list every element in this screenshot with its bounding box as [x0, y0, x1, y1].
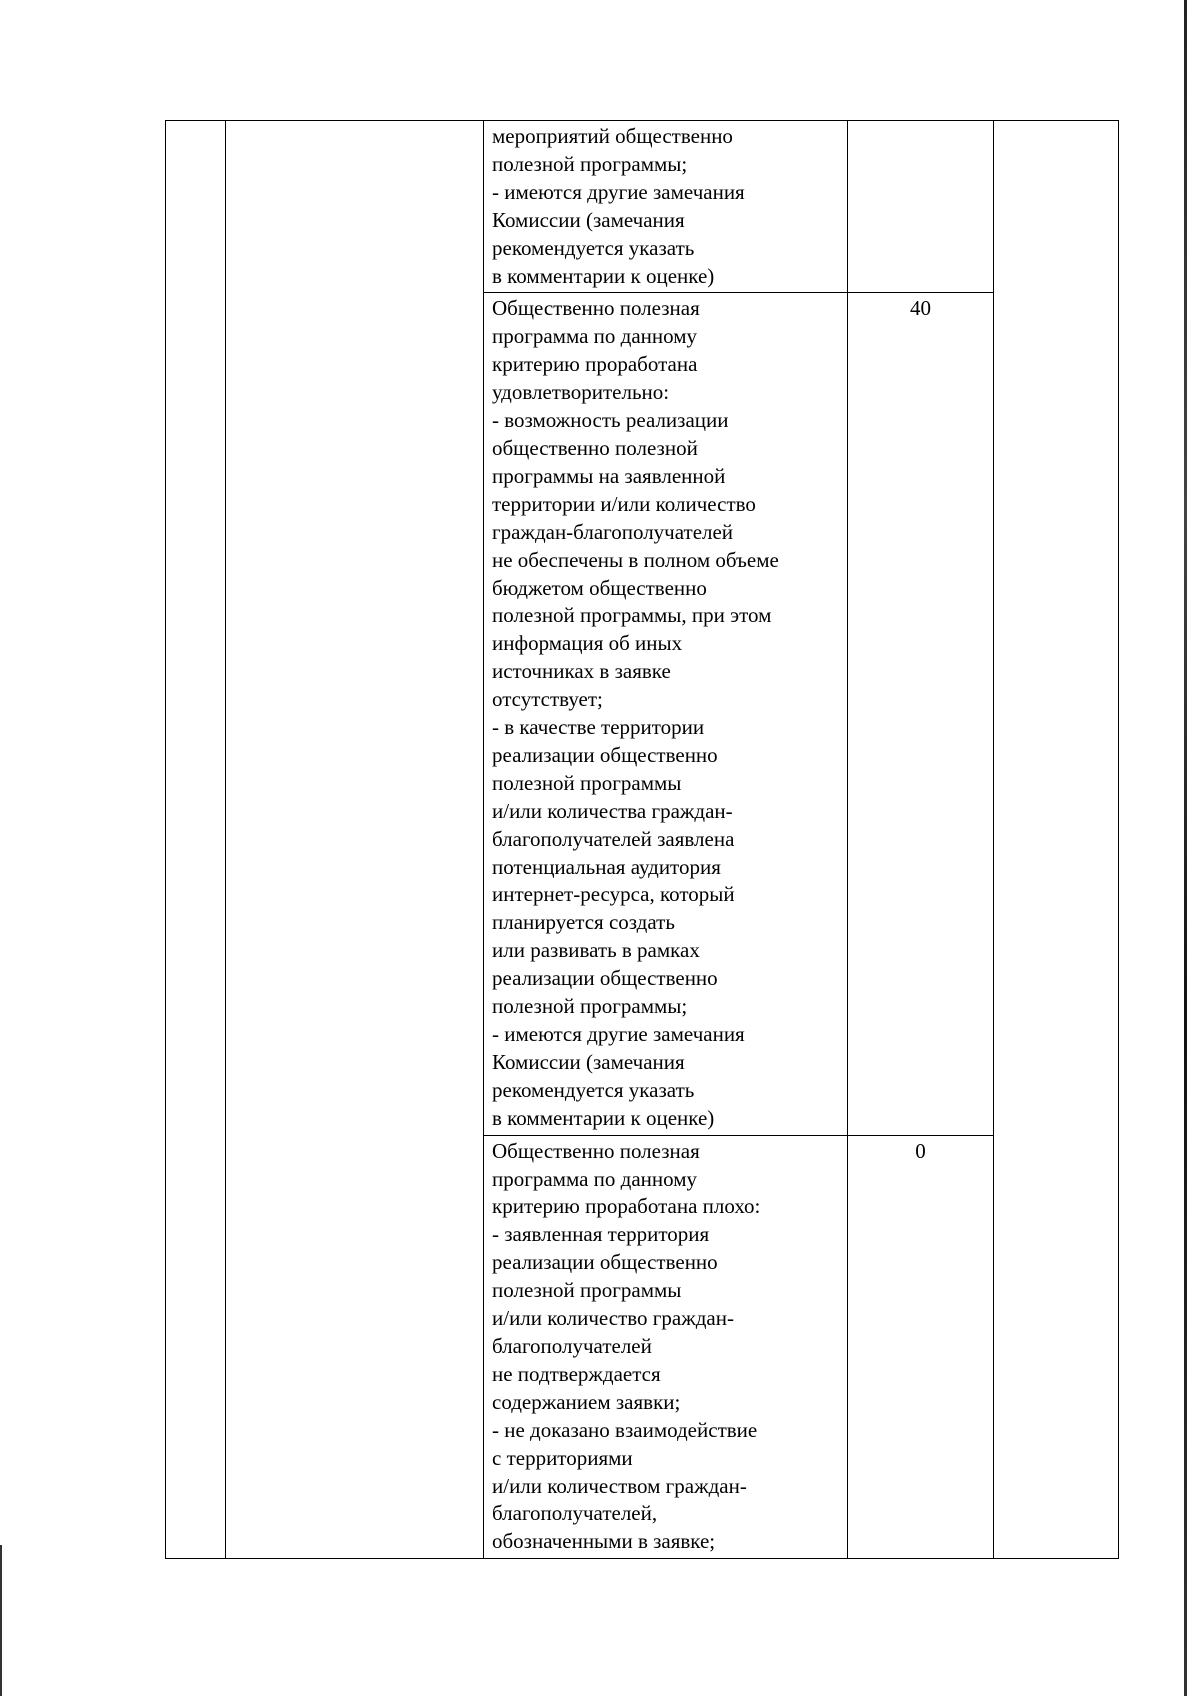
criterion-description-cell — [484, 121, 848, 293]
criteria-table — [165, 120, 1119, 1559]
scan-edge-artifact-left — [0, 1545, 2, 1696]
criterion-description-text: Общественно полезная программа по данному критерию проработана плохо: - заявленная территория реализации общественно полезной программы и/или количество граждан- благополучателей не подтверждается содержанием заявки; - не доказано взаимодействие с территориями и/или количеством граждан- благополучателей, обозначенными в заявке; — [492, 1138, 761, 1554]
scan-edge-artifact — [1184, 0, 1187, 1696]
criterion-description-text: мероприятий общественно полезной программы; - имеются другие замечания Комиссии (замечания рекомендуется указать в комментарии к оценке) — [492, 124, 745, 288]
score-value — [848, 121, 993, 123]
criterion-name-cell — [226, 121, 484, 1559]
score-value: 40 — [910, 296, 931, 321]
number-cell — [166, 121, 226, 1559]
criterion-description-text: Общественно полезная программа по данному критерию проработана удовлетворительно: - возможность реализации общественно полезной программы на заявленной территории и/или количество граждан-благополучателей не обеспечены в полном объеме бюджетом общественно полезной программы, при этом информация об иных источниках в заявке отсутствует; - в качестве территории реализации общественно полезной программы и/или количества граждан- благополучателей заявлена потенциальная аудитория интернет-ресурса, который планируется создать или развивать в рамках реализации общественно полезной программы; - имеются другие замечания Комиссии (замечания рекомендуется указать в комментарии к оценке) — [492, 296, 779, 1130]
criterion-description-cell — [484, 293, 848, 1135]
comment-cell — [994, 121, 1119, 1559]
score-cell — [848, 1135, 994, 1559]
score-cell — [848, 293, 994, 1135]
table-row — [166, 121, 1119, 293]
criterion-description-cell — [484, 1135, 848, 1559]
score-value: 0 — [915, 1138, 926, 1163]
score-cell — [848, 121, 994, 293]
